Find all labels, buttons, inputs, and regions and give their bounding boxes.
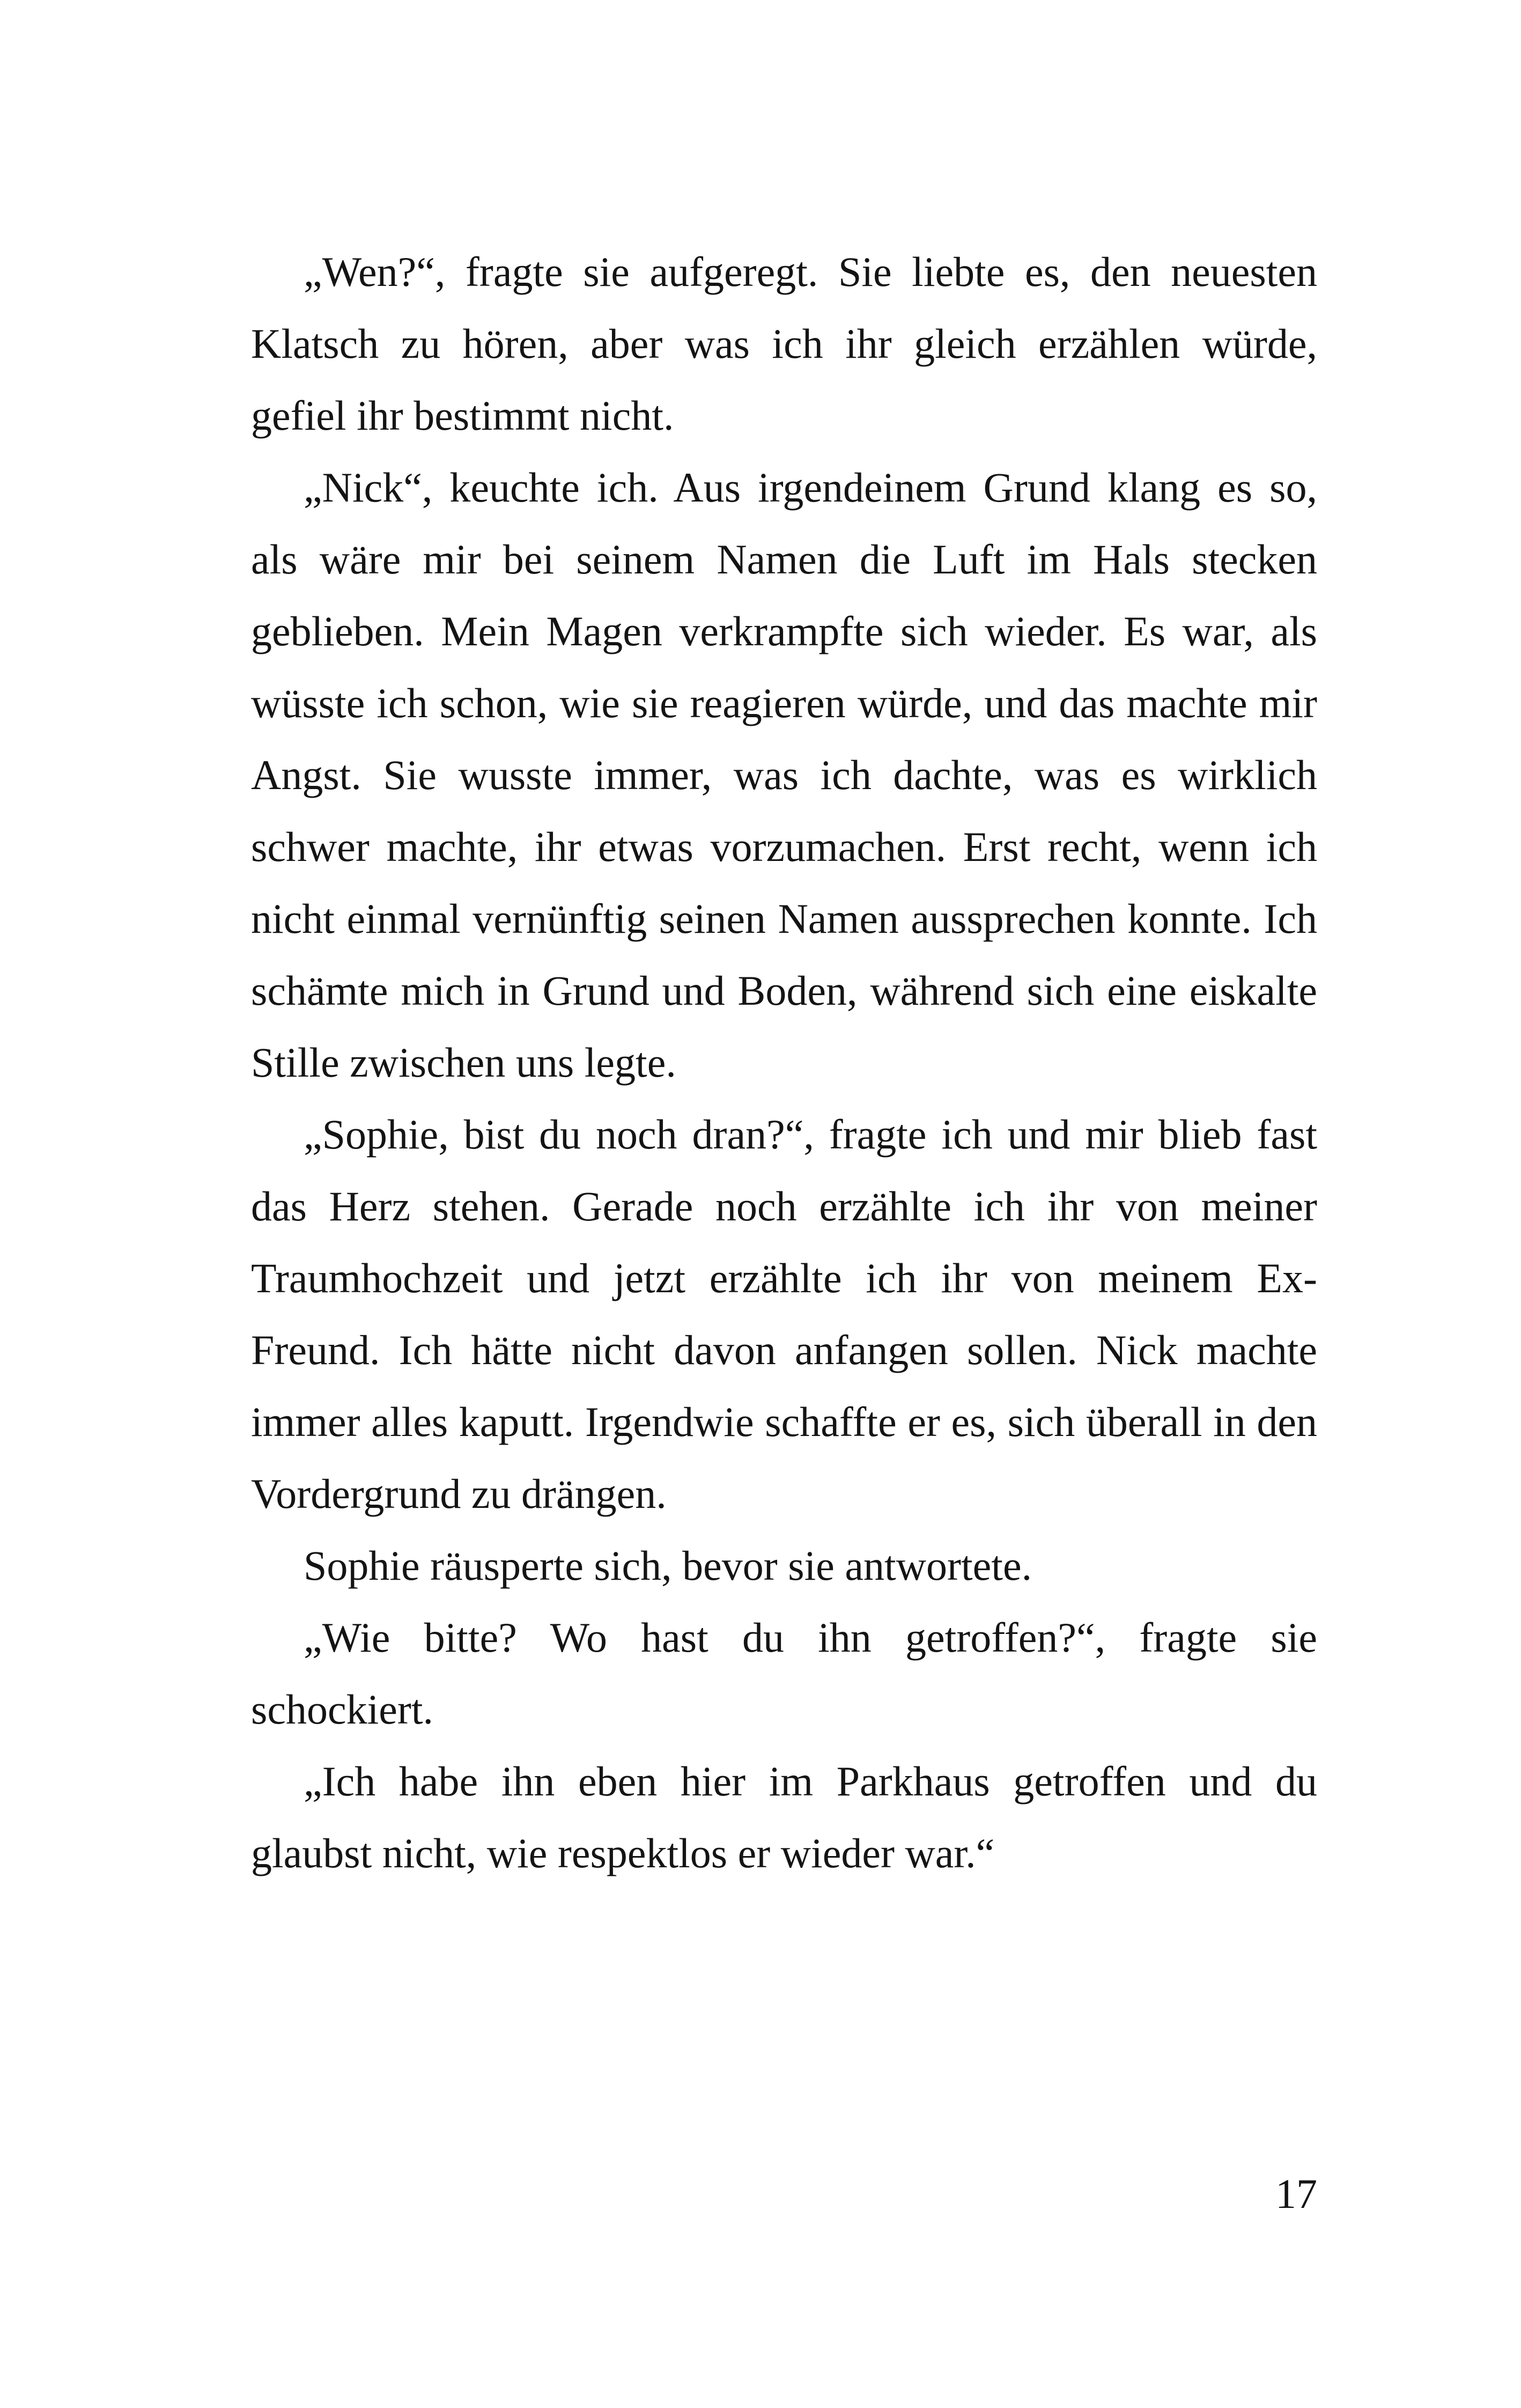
paragraph: „Ich habe ihn eben hier im Parkhaus getroffen und du glaubst nicht, wie respektlos er wieder war.“: [251, 1758, 1317, 1876]
paragraph: Sophie räusperte sich, bevor sie antwortete.: [304, 1542, 1032, 1589]
paragraph: „Wie bitte? Wo hast du ihn getroffen?“, fragte sie schockiert.: [251, 1614, 1317, 1733]
paragraph: „Nick“, keuchte ich. Aus irgendeinem Grund klang es so, als wäre mir bei seinem Namen die Luft im Hals stecken geblieben. Mein Magen verkrampfte sich wieder. Es war, als wüsste ich schon, wie sie reagieren würde, und das machte mir Angst. Sie wusste immer, was ich dachte, was es wirklich schwer machte, ihr etwas vorzumachen. Erst recht, wenn ich nicht einmal vernünftig seinen Namen aussprechen konnte. Ich schämte mich in Grund und Boden, während sich eine eiskalte Stille zwischen uns legte.: [251, 464, 1317, 1086]
page-number: 17: [1275, 2170, 1317, 2217]
paragraph: „Sophie, bist du noch dran?“, fragte ich und mir blieb fast das Herz stehen. Gerade noch erzählte ich ihr von meiner Traumhochzeit und jetzt erzählte ich ihr von meinem Ex-Freund. Ich hätte nicht davon anfangen sollen. Nick machte immer alles kaputt. Irgendwie schaffte er es, sich überall in den Vordergrund zu drängen.: [251, 1111, 1317, 1517]
paragraph: „Wen?“, fragte sie aufgeregt. Sie liebte es, den neuesten Klatsch zu hören, aber was ich ihr gleich erzählen würde, gefiel ihr bestimmt nicht.: [251, 248, 1317, 439]
body-text: [251, 236, 1317, 1889]
